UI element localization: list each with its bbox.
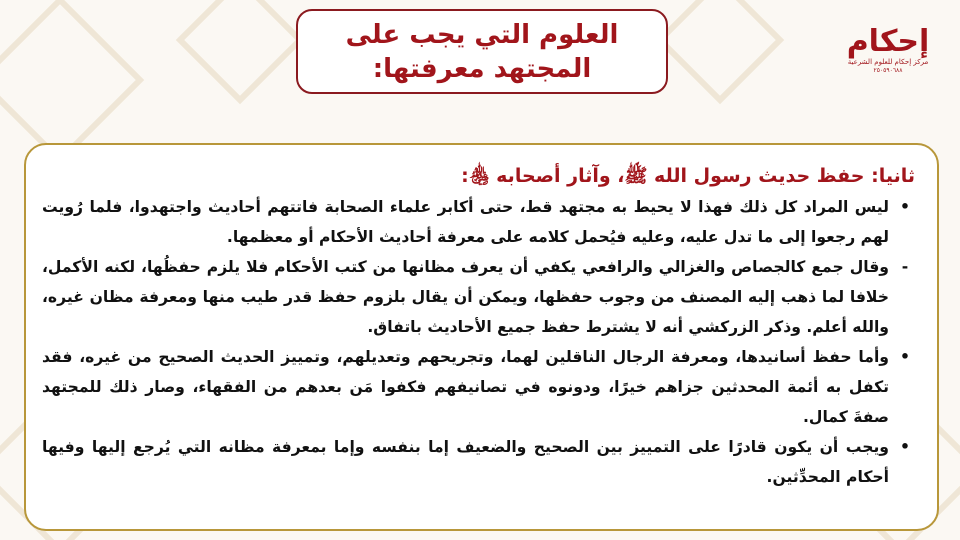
content-box xyxy=(24,143,939,531)
dash-marker: - xyxy=(901,258,909,276)
paragraph-text: وأما حفظ أسانيدها، ومعرفة الرجال الناقلين لهما، وتجريحهم وتعديلهم، وتمييز الحديث الصحيح من غيره، فقد تكفل به أئمة المحدثين جزاهم خيرًا، ودونوه في تصانيفهم فكفوا مَن بعدهم من الفقهاء، وصار ذلك للمجتهد صفةَ كمال. xyxy=(42,348,889,426)
page-title-line2: المجتهد معرفتها: xyxy=(372,53,592,84)
paragraph-text: وقال جمع كالجصاص والغزالي والرافعي يكفي أن يعرف مظانها من كتب الأحكام فلا يلزم حفظُها، لكنه الأكمل، خلافا لما ذهب إليه المصنف من وجوب حفظها، ويمكن أن يقال بلزوم حفظ قدر طيب منها ومعرفة مظان غيره، والله أعلم. وذكر الزركشي أنه لا يشترط حفظ جميع الأحاديث باتفاق. xyxy=(42,258,889,336)
logo-subtitle: مركز إحكام للعلوم الشرعية xyxy=(847,58,929,66)
logo xyxy=(846,26,930,96)
title-box xyxy=(296,9,668,94)
bullet-marker: • xyxy=(900,438,910,456)
paragraph-text: ليس المراد كل ذلك فهذا لا يحيط به مجتهد قط، حتى أكابر علماء الصحابة فاتتهم أحاديث واجتهدوا، فلما رُويت لهم رجعوا إلى ما تدل عليه، وعليه فيُحمل كلامه على معرفة أحاديث الأحكام أو معظمها. xyxy=(42,198,889,246)
logo-mark xyxy=(847,26,930,58)
paragraph-2 xyxy=(42,252,915,342)
bullet-marker: • xyxy=(900,198,910,216)
paragraph-3 xyxy=(42,342,915,432)
page-title-line1: العلوم التي يجب على xyxy=(345,19,619,50)
paragraph-1 xyxy=(42,192,915,252)
bullet-marker: • xyxy=(900,348,910,366)
section-heading: ثانيا: حفظ حديث رسول الله ﷺ، وآثار أصحابه ﵃: xyxy=(461,165,915,187)
logo-text: إحكام xyxy=(846,24,930,59)
paragraph-4 xyxy=(42,432,915,492)
paragraph-text: ويجب أن يكون قادرًا على التمييز بين الصحيح والضعيف إما بنفسه وإما بمعرفة مظانه التي يُرجع إليها وفيها أحكام المحدِّثين. xyxy=(42,438,889,486)
logo-number: ٢٥٠٥٩٠٦٨٨ xyxy=(873,67,903,74)
